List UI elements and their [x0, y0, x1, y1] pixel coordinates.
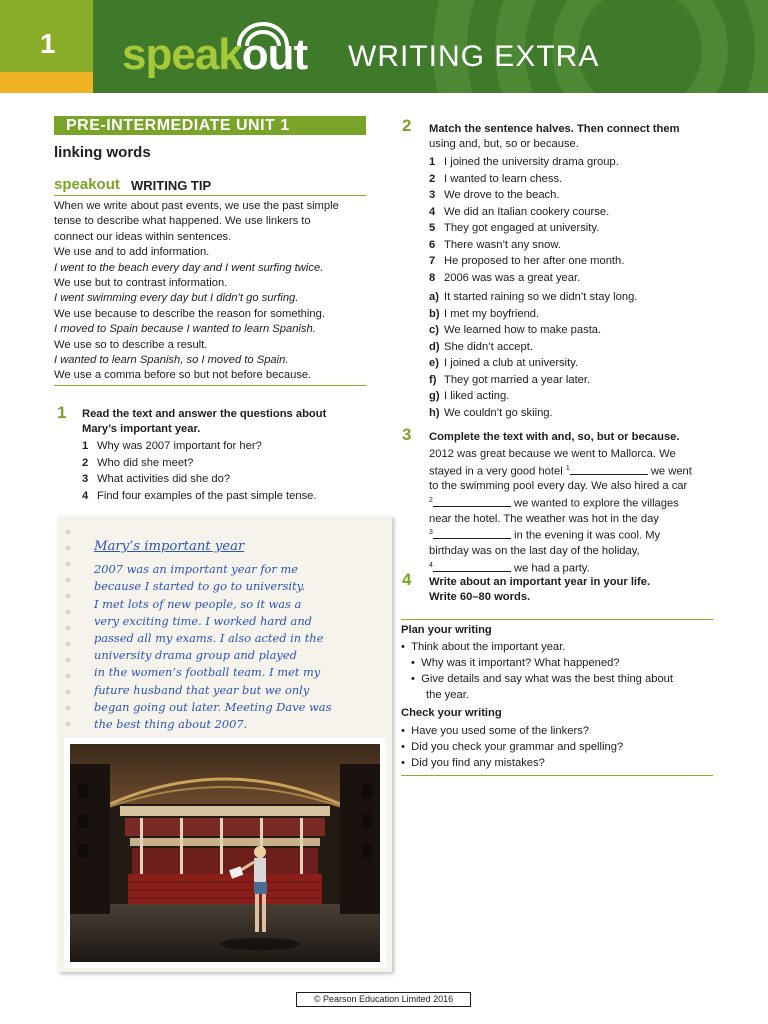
tip-line: We use and to add information.	[54, 246, 210, 259]
tip-line: connect our ideas within sentences.	[54, 230, 232, 243]
tip-label: WRITING TIP	[131, 178, 212, 193]
exercise-3-text: 2012 was great because we went to Mallorca. We stayed in a very good hotel $^1$ we went to the swimming pool every day. We also hired a car $^2$ we wanted to explore the villages near the hotel. The weather was hot in the day $^3$ in the evening it was cool. My birthday was on the last day of the holiday, $^4$ we had a party.	[429, 448, 692, 575]
tip-example: I moved to Spain because I wanted to learn Spanish.	[54, 323, 316, 336]
hand-line: because I started to go to university.	[94, 579, 306, 594]
list-item: h) We couldn’t go skiing.	[429, 406, 553, 419]
list-item: 4 We did an Italian cookery course.	[429, 205, 610, 218]
tip-line: We use because to describe the reason for something.	[54, 307, 325, 320]
speakout-logo: speakout	[122, 30, 308, 79]
tip-divider	[54, 385, 366, 386]
list-item: 6 There wasn’t any snow.	[429, 238, 561, 251]
hand-line: the best thing about 2007.	[94, 717, 248, 732]
hand-line: university drama group and played	[94, 648, 297, 663]
tip-line: When we write about past events, we use the past simple	[54, 200, 339, 212]
page-header	[0, 0, 768, 93]
tip-line: We use so to describe a result.	[54, 338, 208, 351]
hand-line: very exciting time. I worked hard and	[94, 613, 312, 628]
plan-list	[401, 639, 673, 703]
tip-example: I went swimming every day but I didn’t go surfing.	[54, 292, 299, 305]
yellow-accent	[0, 72, 93, 93]
exercise-1-instruction: Read the text and answer the questions about Mary’s important year.	[82, 408, 327, 435]
list-item: • Did you check your grammar and spelling?	[401, 741, 624, 753]
gap-4[interactable]	[433, 562, 511, 572]
tip-logo: speakout	[54, 176, 120, 193]
list-item: b) I met my boyfriend.	[429, 307, 540, 320]
exercise-1-number: 1	[57, 403, 67, 422]
exercise-4-instruction: Write about an important year in your life. Write 60–80 words.	[429, 576, 651, 603]
list-item: 3 We drove to the beach.	[429, 189, 560, 201]
exercise-3-instruction: Complete the text with and, so, but or because.	[429, 431, 680, 443]
writing-tip-body	[54, 199, 366, 384]
list-item: 4 Find four examples of the past simple tense.	[82, 489, 317, 502]
hand-line: began going out later. Meeting Dave was	[94, 699, 332, 714]
list-item: c) We learned how to make pasta.	[429, 324, 602, 336]
photo-frame	[64, 738, 386, 968]
unit-number: 1	[40, 28, 56, 59]
gap-2[interactable]	[433, 497, 511, 507]
hand-line: 2007 was an important year for me	[94, 562, 299, 577]
unit-title: PRE-INTERMEDIATE UNIT 1	[66, 117, 290, 134]
copyright-notice: © Pearson Education Limited 2016	[296, 992, 471, 1007]
header-title: WRITING EXTRA	[348, 40, 600, 73]
plan-your-writing-box	[401, 619, 713, 776]
tip-line: We use a comma before so but not before because.	[54, 369, 312, 382]
hand-line: passed all my exams. I also acted in the	[94, 631, 324, 646]
tip-line: tense to describe what happened. We use linkers to	[54, 215, 311, 228]
list-item: • Did you find any mistakes?	[401, 757, 545, 769]
logo-arc-icon	[233, 18, 293, 48]
list-item: e) I joined a club at university.	[429, 357, 579, 369]
list-item: f) They got married a year later.	[429, 373, 591, 386]
list-item: 2 Who did she meet?	[82, 456, 194, 469]
tip-example: I went to the beach every day and I went surfing twice.	[54, 261, 324, 274]
list-item: d) She didn’t accept.	[429, 340, 533, 353]
list-item: 2 I wanted to learn chess.	[429, 172, 563, 185]
gap-1[interactable]	[570, 465, 648, 475]
writing-tip-heading	[54, 174, 366, 196]
list-item: • Give details and say what was the best thing about	[411, 673, 674, 685]
list-item: • Think about the important year.	[401, 641, 566, 653]
list-item: • Why was it important? What happened?	[411, 657, 620, 669]
list-item: the year.	[426, 689, 469, 701]
handwritten-title: Mary’s important year	[94, 539, 245, 554]
hand-line: future husband that year but we only	[94, 682, 310, 697]
list-item: 5 They got engaged at university.	[429, 222, 600, 234]
unit-subtitle: linking words	[54, 144, 151, 161]
exercise-2-number: 2	[402, 116, 412, 135]
list-item: 3 What activities did she do?	[82, 473, 231, 485]
list-item: 1 Why was 2007 important for her?	[82, 440, 262, 452]
list-item: • Have you used some of the linkers?	[401, 725, 589, 737]
handwritten-text	[94, 538, 384, 733]
check-list	[401, 723, 623, 771]
plan-heading: Plan your writing	[401, 624, 492, 636]
exercise-4-number: 4	[402, 570, 412, 589]
list-item: 8 2006 was was a great year.	[429, 271, 581, 284]
list-item: 7 He proposed to her after one month.	[429, 255, 625, 267]
exercise-2-sentences	[429, 154, 624, 286]
exercise-2-halves	[429, 289, 637, 421]
exercise-1-questions	[82, 438, 317, 504]
list-item: 1 I joined the university drama group.	[429, 156, 619, 168]
gap-3[interactable]	[433, 529, 511, 539]
check-heading: Check your writing	[401, 707, 502, 719]
exercise-2-instruction: Match the sentence halves. Then connect them using and, but, so or because.	[429, 123, 680, 150]
tip-example: I wanted to learn Spanish, so I moved to Spain.	[54, 354, 289, 367]
unit-title-bar	[54, 116, 366, 135]
list-item: a) It started raining so we didn’t stay long.	[429, 291, 638, 303]
theatre-photo	[70, 744, 380, 962]
hand-line: I met lots of new people, so it was a	[94, 596, 302, 611]
exercise-3-number: 3	[402, 425, 412, 444]
hand-line: in the women’s football team. I met my	[94, 665, 321, 680]
list-item: g) I liked acting.	[429, 390, 510, 402]
tip-line: We use but to contrast information.	[54, 277, 228, 290]
